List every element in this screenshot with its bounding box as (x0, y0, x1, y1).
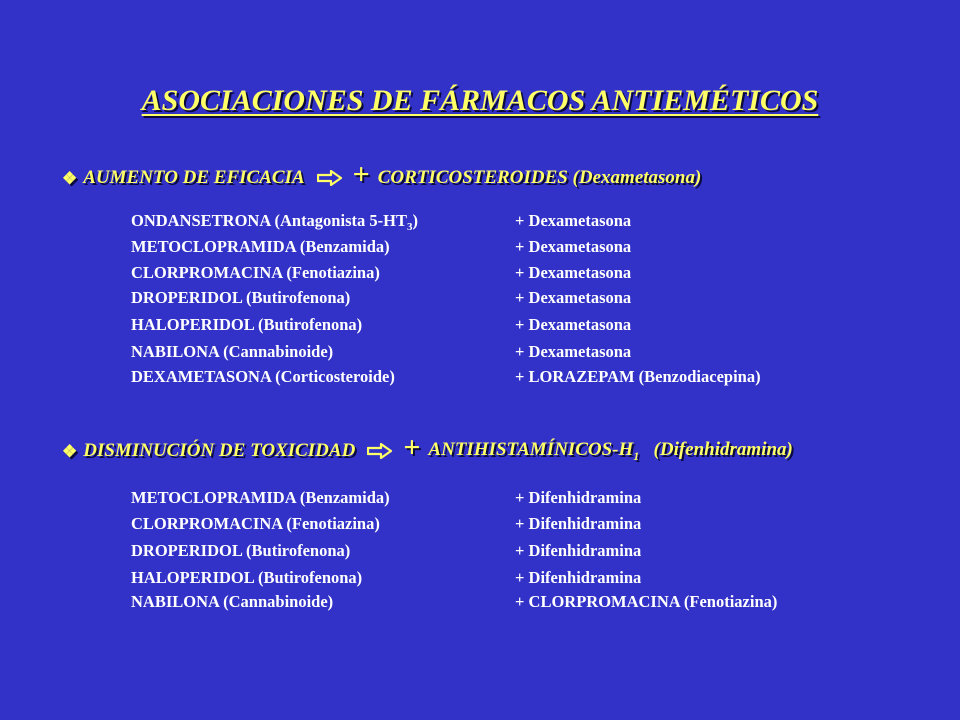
drug-right: + Difenhidramina (515, 568, 642, 587)
drug-right: + Difenhidramina (515, 488, 642, 507)
right-arrow-icon (367, 443, 393, 459)
right-arrow-icon (317, 170, 343, 186)
drug-right: + LORAZEPAM (Benzodiacepina) (515, 367, 761, 386)
drug-left: ONDANSETRONA (Antagonista $5-HT_3$) (131, 211, 418, 233)
drug-left: DROPERIDOL (Butirofenona) (131, 288, 351, 307)
section-label: DISMINUCIÓN DE TOXICIDAD (83, 440, 356, 461)
section-target: ANTIHISTAMÍNICOS-$H_1$ (Difenhidramina) (428, 438, 793, 463)
section-heading-toxicidad (62, 431, 793, 466)
slide-title: ASOCIACIONES DE FÁRMACOS ANTIEMÉTICOS (141, 84, 819, 117)
drug-right: + Dexametasona (515, 288, 632, 307)
drug-right: + Dexametasona (515, 211, 632, 230)
diamond-bullet-icon: ❖ (62, 168, 78, 188)
section-target: CORTICOSTEROIDES (Dexametasona) (377, 167, 702, 188)
section-label: AUMENTO DE EFICACIA (83, 167, 305, 188)
drug-right: + Dexametasona (515, 315, 632, 334)
drug-left: DROPERIDOL (Butirofenona) (131, 541, 351, 560)
drug-left: DEXAMETASONA (Corticosteroide) (131, 367, 395, 386)
drug-left: NABILONA (Cannabinoide) (131, 592, 334, 611)
plus-sign: + (352, 158, 370, 191)
drug-left: METOCLOPRAMIDA (Benzamida) (131, 237, 390, 256)
drug-right: + Difenhidramina (515, 514, 642, 533)
section-heading-eficacia (62, 158, 702, 193)
drug-right: + Dexametasona (515, 342, 632, 361)
drug-left: HALOPERIDOL (Butirofenona) (131, 315, 363, 334)
drug-left: CLORPROMACINA (Fenotiazina) (131, 263, 380, 282)
drug-right: + CLORPROMACINA (Fenotiazina) (515, 592, 778, 611)
drug-right: + Dexametasona (515, 237, 632, 256)
drug-right: + Dexametasona (515, 263, 632, 282)
diamond-bullet-icon: ❖ (62, 441, 78, 461)
plus-sign: + (403, 431, 421, 464)
drug-right: + Difenhidramina (515, 541, 642, 560)
drug-left: NABILONA (Cannabinoide) (131, 342, 334, 361)
drug-left: METOCLOPRAMIDA (Benzamida) (131, 488, 390, 507)
drug-left: HALOPERIDOL (Butirofenona) (131, 568, 363, 587)
drug-left: CLORPROMACINA (Fenotiazina) (131, 514, 380, 533)
